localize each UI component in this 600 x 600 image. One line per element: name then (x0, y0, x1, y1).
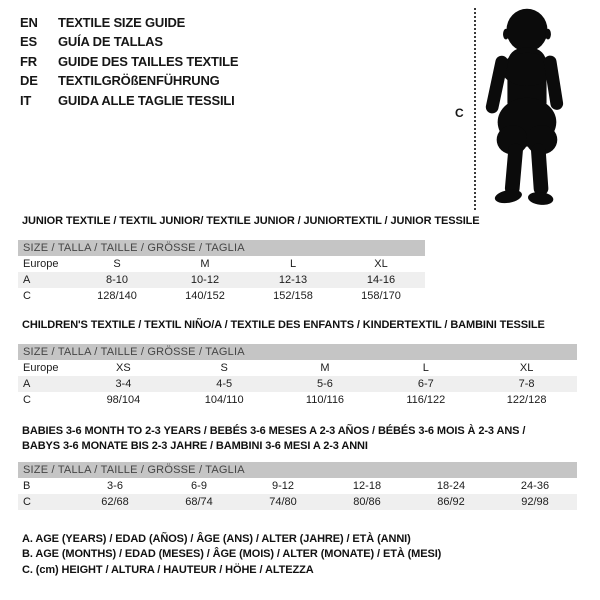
children-size-table (18, 344, 577, 408)
cell: 14-16 (366, 274, 396, 286)
lang-code-it: IT (20, 92, 32, 108)
lang-label-fr: GUIDE DES TAILLES TEXTILE (58, 53, 239, 69)
lang-code-de: DE (20, 73, 38, 89)
cell: 5-6 (317, 378, 333, 390)
row-label: C (23, 290, 31, 302)
footnote-b: B. AGE (MONTHS) / EDAD (MESES) / ÂGE (MOIS) / ALTER (MONATE) / ETÀ (MESI) (22, 548, 442, 561)
cell: 10-12 (190, 274, 220, 286)
cell: 110/116 (305, 394, 345, 406)
height-measure-label: C (455, 106, 464, 120)
footnote-a: A. AGE (YEARS) / EDAD (AÑOS) / ÂGE (ANS) / ALTER (JAHRE) / ETÀ (ANNI) (22, 533, 411, 545)
footnote-c: C. (cm) HEIGHT / ALTURA / HAUTEUR / HÖHE / ALTEZZA (22, 563, 314, 576)
cell: L (289, 258, 297, 270)
babies-table-title-line1: BABIES 3-6 MONTH TO 2-3 YEARS / BEBÉS 3-6 MESES A 2-3 AÑOS / BÉBÉS 3-6 MOIS À 2-3 ANS / (22, 425, 526, 437)
row-label: A (23, 378, 31, 390)
junior-table-title: JUNIOR TEXTILE / TEXTIL JUNIOR/ TEXTILE JUNIOR / JUNIORTEXTIL / JUNIOR TESSILE (22, 215, 480, 227)
cell: 152/158 (273, 290, 313, 302)
cell: 62/68 (101, 496, 129, 508)
cell: M (320, 362, 330, 374)
row-label: B (23, 480, 31, 492)
babies-size-header-bar: SIZE / TALLA / TAILLE / GRÖSSE / TAGLIA (18, 462, 577, 478)
height-measure-dotted-line (474, 8, 476, 210)
cell: 3-4 (115, 378, 132, 390)
row-label: Europe (23, 362, 59, 374)
cell: 6-9 (191, 480, 207, 492)
cell: 3-6 (107, 480, 123, 492)
cell: 4-5 (216, 378, 233, 390)
cell: 86/92 (437, 496, 465, 508)
table-row (18, 376, 577, 392)
cell: 24-36 (520, 480, 550, 492)
language-heading-list (20, 13, 238, 110)
cell: M (200, 258, 210, 270)
cell: 104/110 (204, 394, 244, 406)
cell: 128/140 (97, 290, 137, 302)
baby-silhouette-image (482, 6, 570, 208)
children-size-header-bar: SIZE / TALLA / TAILLE / GRÖSSE / TAGLIA (18, 344, 577, 360)
cell: 98/104 (106, 394, 141, 406)
junior-size-table (18, 240, 425, 304)
row-label: Europe (23, 258, 59, 270)
babies-table-title-line2: BABYS 3-6 MONATE BIS 2-3 JAHRE / BAMBINI 3-6 MESI A 2-3 ANNI (22, 440, 368, 452)
lang-code-en: EN (20, 15, 38, 30)
row-label: C (23, 394, 31, 406)
babies-size-table (18, 462, 577, 510)
cell: 7-8 (518, 378, 535, 390)
cell: XL (374, 258, 388, 270)
row-label: A (23, 274, 31, 286)
cell: S (220, 362, 228, 374)
cell: 6-7 (417, 378, 434, 390)
lang-code-fr: FR (20, 53, 37, 69)
table-row (18, 478, 577, 494)
cell: 116/122 (406, 394, 446, 406)
children-table-title: CHILDREN'S TEXTILE / TEXTIL NIÑO/A / TEXTILE DES ENFANTS / KINDERTEXTIL / BAMBINI TESSILE (22, 319, 545, 331)
cell: L (422, 362, 429, 374)
cell: S (113, 258, 121, 270)
cell: XL (519, 362, 534, 374)
cell: 74/80 (269, 496, 297, 508)
cell: 80/86 (353, 496, 381, 508)
footnote-list (22, 532, 441, 578)
table-row (18, 272, 425, 288)
lang-label-en: TEXTILE SIZE GUIDE (58, 15, 186, 30)
lang-label-it: GUIDA ALLE TAGLIE TESSILI (58, 92, 235, 108)
junior-size-header-bar: SIZE / TALLA / TAILLE / GRÖSSE / TAGLIA (18, 240, 425, 256)
cell: XS (116, 362, 131, 374)
table-row (18, 256, 425, 272)
cell: 8-10 (105, 274, 129, 286)
cell: 18-24 (436, 480, 466, 492)
table-row (18, 288, 425, 304)
cell: 158/170 (361, 290, 401, 302)
cell: 12-13 (278, 274, 308, 286)
lang-label-de: TEXTILGRÖßENFÜHRUNG (58, 73, 220, 89)
cell: 12-18 (352, 480, 382, 492)
row-label: C (23, 496, 31, 508)
table-row (18, 360, 577, 376)
lang-code-es: ES (20, 34, 37, 50)
lang-label-es: GUÍA DE TALLAS (58, 34, 163, 50)
cell: 92/98 (521, 496, 549, 508)
table-row (18, 494, 577, 510)
cell: 9-12 (271, 480, 295, 492)
cell: 140/152 (185, 290, 225, 302)
cell: 122/128 (506, 394, 547, 406)
table-row (18, 392, 577, 408)
cell: 68/74 (185, 496, 213, 508)
